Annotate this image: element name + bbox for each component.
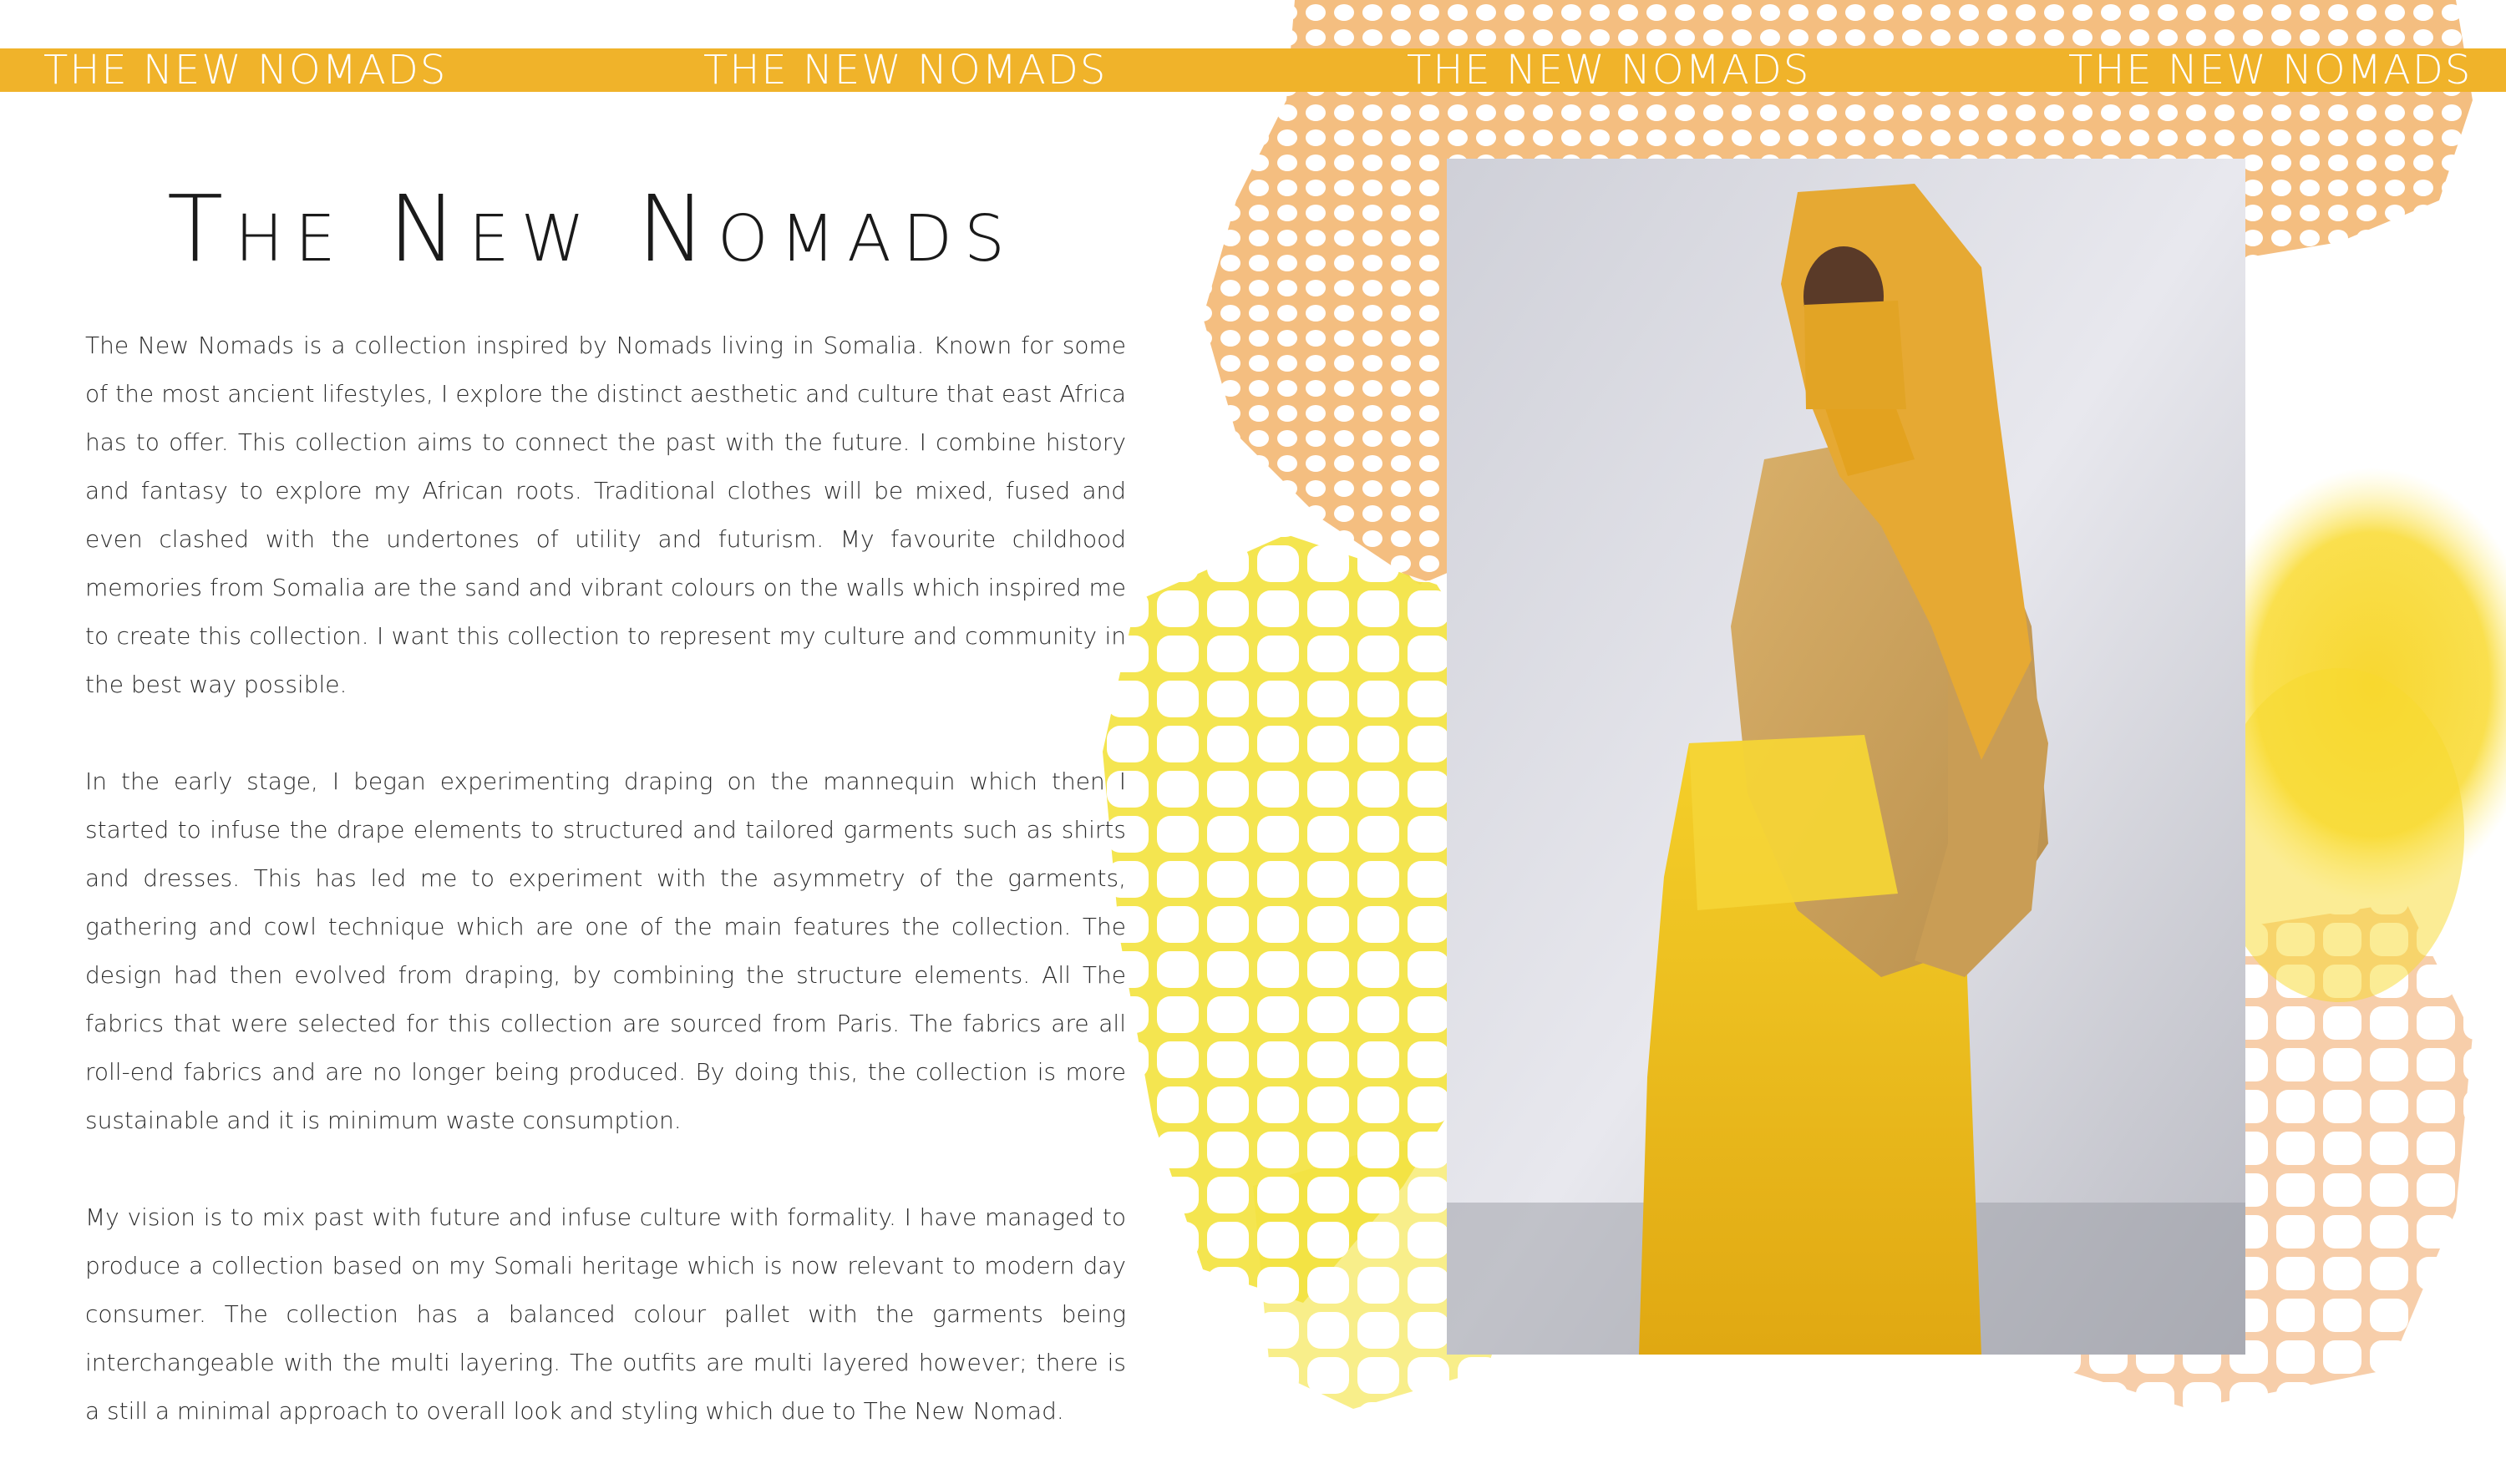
body-text [85,322,1126,1484]
banner-label: THE NEW NOMADS [2068,47,2473,94]
paragraph: My vision is to mix past with future and infuse culture with formality. I have managed to produce a collection based on my Somali heritage which is now relevant to modern day consumer. The collection has a balanced colour pallet with the garments being interchangeable with the multi layering. The outfits are multi layered however; there is a still a minimal approach to overall look and styling which due to The New Nomad. [85,1203,1126,1425]
top-banner [0,48,2506,92]
paragraph: The New Nomads is a collection inspired by Nomads living in Somalia. Known for some of the most ancient lifestyles, I explore the distinct aesthetic and culture that east Africa has to offer. This collection aims to connect the past with the future. I combine history and fantasy to explore my African roots. Traditional clothes will be mixed, fused and even clashed with the undertones of utility and futurism. My favourite childhood memories from Somalia are the sand and vibrant colours on the walls which inspired me to create this collection. I want this collection to represent my culture and community in the best way possible. [85,332,1126,698]
banner-label: THE NEW NOMADS [43,47,448,94]
banner-label: THE NEW NOMADS [703,47,1108,94]
page-title: The New Nomads [167,175,1017,282]
paragraph: In the early stage, I began experimenting draping on the mannequin which then I started to infuse the drape elements to structured and tailored garments such as shirts and dresses. This has led me to experiment with the asymmetry of the garments, gathering and cowl technique which are one of the main features the collection. The design had then evolved from draping, by combining the structure elements. All The fabrics that were selected for this collection are sourced from Paris. The fabrics are all roll-end fabrics and are no longer being produced. By doing this, the collection is more sustainable and it is minimum waste consumption. [85,767,1126,1134]
model-photo [1447,159,2245,1355]
banner-label: THE NEW NOMADS [1407,47,1811,94]
